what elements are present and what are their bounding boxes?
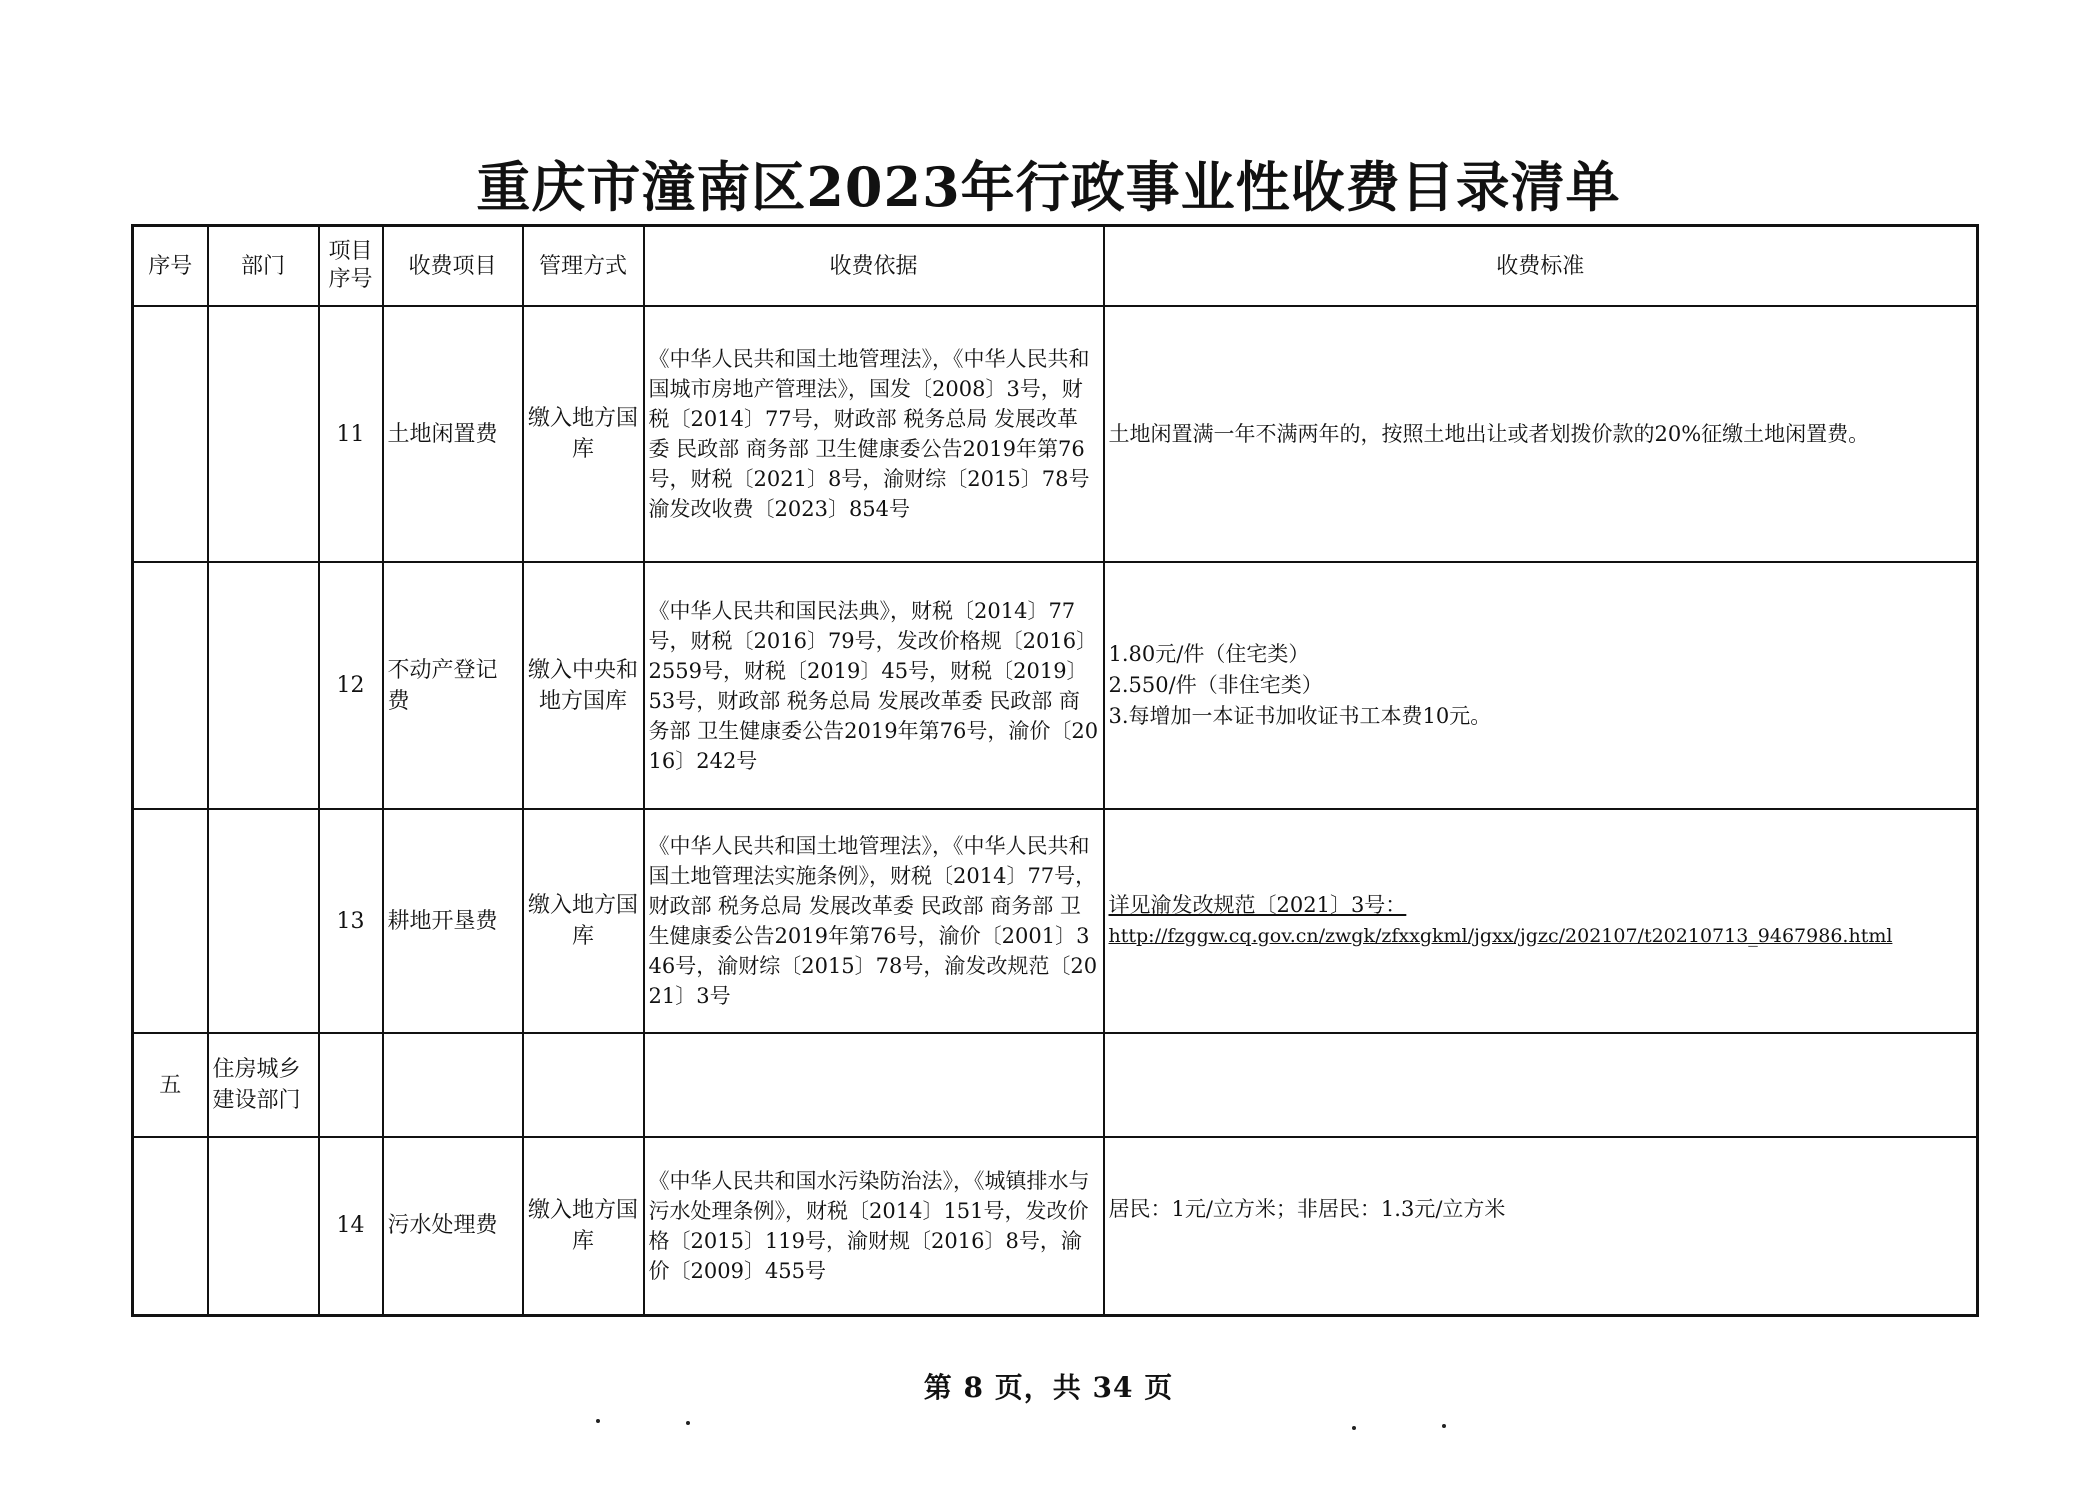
cell-seq xyxy=(133,306,208,562)
cell-standard xyxy=(1104,809,1978,1033)
cell-item-seq: 12 xyxy=(319,562,383,809)
cell-item-seq: 14 xyxy=(319,1137,383,1315)
table-row xyxy=(133,1137,1978,1315)
table-row xyxy=(133,562,1978,809)
cell-item: 污水处理费 xyxy=(383,1137,523,1315)
cell-seq xyxy=(133,562,208,809)
cell-mgmt: 缴入地方国库 xyxy=(523,1137,644,1315)
standard-line: 1.80元/件（住宅类） xyxy=(1108,642,1310,666)
cell-item-seq: 13 xyxy=(319,809,383,1033)
cell-basis: 《中华人民共和国土地管理法》，《中华人民共和国土地管理法实施条例》，财税〔2014〕77号，财政部 税务总局 发展改革委 民政部 商务部 卫生健康委公告2019年第76号，渝价〔2001〕346号，渝财综〔2015〕78号，渝发改规范〔2021〕3号 xyxy=(644,809,1104,1033)
cell-item: 耕地开垦费 xyxy=(383,809,523,1033)
header-dept: 部门 xyxy=(208,226,319,307)
cell-dept xyxy=(208,306,319,562)
cell-seq xyxy=(133,1137,208,1315)
standard-line: 居民：1元/立方米；非居民：1.3元/立方米 xyxy=(1108,1197,1506,1221)
cell-basis xyxy=(644,1033,1104,1137)
standard-line: 3.每增加一本证书加收证书工本费10元。 xyxy=(1108,704,1492,728)
cell-standard xyxy=(1104,1137,1978,1315)
fee-catalog-table xyxy=(131,224,1979,1317)
table-row xyxy=(133,306,1978,562)
scan-speck xyxy=(686,1421,690,1425)
basis-extra-text: 渝发改收费〔2023〕854号 xyxy=(648,497,911,521)
cell-basis: 《中华人民共和国水污染防治法》，《城镇排水与污水处理条例》，财税〔2014〕151号，发改价格〔2015〕119号，渝财规〔2016〕8号，渝价〔2009〕455号 xyxy=(644,1137,1104,1315)
page-title: 重庆市潼南区2023年行政事业性收费目录清单 xyxy=(476,155,1621,219)
cell-item: 土地闲置费 xyxy=(383,306,523,562)
cell-basis xyxy=(644,306,1104,562)
header-standard: 收费标准 xyxy=(1104,226,1978,307)
standard-line: 2.550/件（非住宅类） xyxy=(1108,673,1323,697)
table-row xyxy=(133,809,1978,1033)
header-mgmt: 管理方式 xyxy=(523,226,644,307)
cell-standard xyxy=(1104,1033,1978,1137)
cell-seq: 五 xyxy=(133,1033,208,1137)
cell-dept xyxy=(208,1137,319,1315)
header-item: 收费项目 xyxy=(383,226,523,307)
cell-dept xyxy=(208,809,319,1033)
cell-mgmt: 缴入地方国库 xyxy=(523,809,644,1033)
cell-mgmt: 缴入地方国库 xyxy=(523,306,644,562)
cell-dept xyxy=(208,562,319,809)
standard-reference-link[interactable]: http://fzggw.cq.gov.cn/zwgk/zfxxgkml/jgxx/jgzc/202107/t20210713_9467986.html xyxy=(1108,925,1893,947)
cell-seq xyxy=(133,809,208,1033)
cell-item xyxy=(383,1033,523,1137)
standard-reference-text: 详见渝发改规范〔2021〕3号： xyxy=(1108,893,1407,917)
cell-basis: 《中华人民共和国民法典》，财税〔2014〕77号，财税〔2016〕79号，发改价格规〔2016〕2559号，财税〔2019〕45号，财税〔2019〕53号，财政部 税务总局 发展改革委 民政部 商务部 卫生健康委公告2019年第76号，渝价〔2016〕242号 xyxy=(644,562,1104,809)
cell-item-seq xyxy=(319,1033,383,1137)
cell-item: 不动产登记费 xyxy=(383,562,523,809)
page-footer: 第 8 页，共 34 页 xyxy=(923,1371,1174,1404)
table-header-row xyxy=(133,226,1978,307)
section-row xyxy=(133,1033,1978,1137)
header-item-seq: 项目序号 xyxy=(319,226,383,307)
header-seq: 序号 xyxy=(133,226,208,307)
header-basis: 收费依据 xyxy=(644,226,1104,307)
cell-mgmt xyxy=(523,1033,644,1137)
cell-standard xyxy=(1104,306,1978,562)
standard-line: 土地闲置满一年不满两年的，按照土地出让或者划拨价款的20%征缴土地闲置费。 xyxy=(1108,421,1870,446)
scan-speck xyxy=(1352,1426,1356,1430)
scan-speck xyxy=(596,1419,600,1423)
cell-mgmt: 缴入中央和地方国库 xyxy=(523,562,644,809)
cell-item-seq: 11 xyxy=(319,306,383,562)
basis-text: 《中华人民共和国土地管理法》，《中华人民共和国城市房地产管理法》，国发〔2008〕3号，财税〔2014〕77号，财政部 税务总局 发展改革委 民政部 商务部 卫生健康委公告2019年第76号，财税〔2021〕8号，渝财综〔2015〕78号 xyxy=(648,347,1090,491)
cell-standard xyxy=(1104,562,1978,809)
cell-dept: 住房城乡建设部门 xyxy=(208,1033,319,1137)
scan-speck xyxy=(1442,1424,1446,1428)
